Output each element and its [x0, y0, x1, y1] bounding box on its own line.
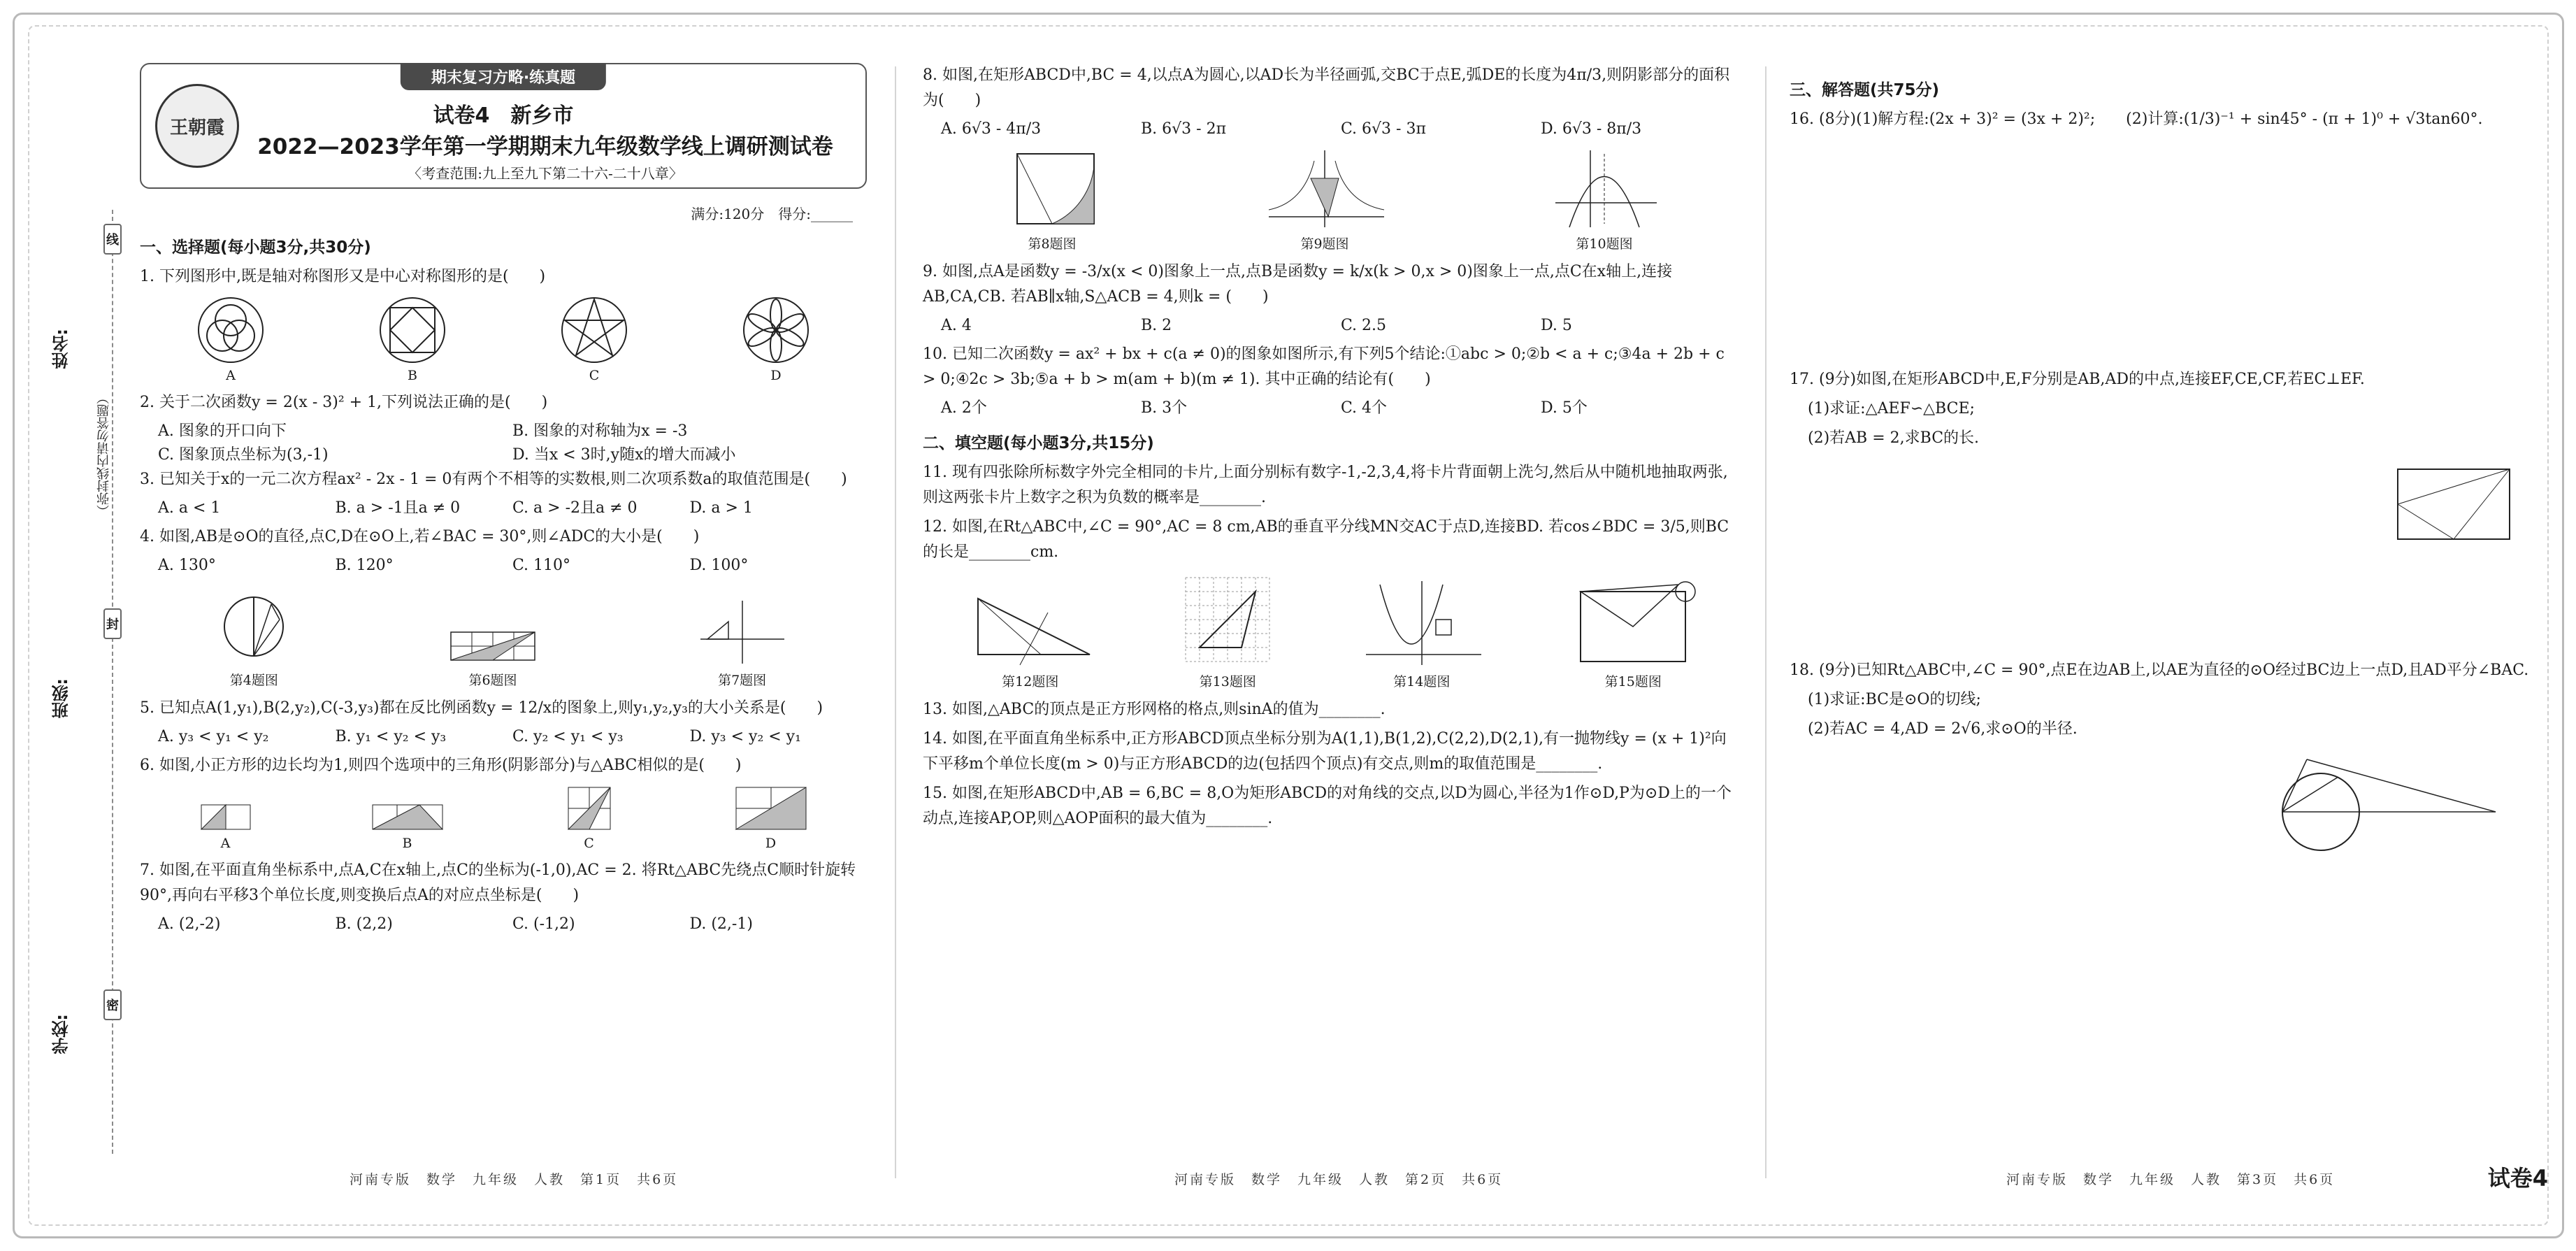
three-circles-icon: [196, 295, 266, 365]
question-7: 7. 如图,在平面直角坐标系中,点A,C在x轴上,点C的坐标为(-1,0),AC = 2. 将Rt△ABC先绕点C顺时针旋转90°,再向右平移3个单位长度,则变换后点A的对应点坐标是( ): [140, 862, 856, 904]
option-label: D: [765, 836, 777, 851]
option-b: B. a > -1且a ≠ 0: [335, 499, 461, 517]
square-in-circle-icon: [377, 295, 447, 365]
option-c: C. 2.5: [1341, 317, 1387, 334]
question-11: 11. 现有四张除所标数字外完全相同的卡片,上面分别标有数字-1,-2,3,4,将卡片背面朝上洗匀,然后从中随机地抽取两张,则这两张卡片上数字之积为负数的概率是________.: [923, 464, 1728, 506]
option-b: B. 120°: [335, 557, 394, 574]
figure-caption: 第9题图: [1300, 236, 1349, 252]
option-b: B. (2,2): [335, 915, 393, 933]
circle-tangent-diagram: [2265, 749, 2503, 854]
fig-q4: [215, 583, 292, 689]
q1-figures: [140, 295, 867, 383]
option-b: B. y₁ < y₂ < y₃: [335, 728, 447, 745]
option-c: C. 110°: [512, 557, 571, 574]
exam-header: [140, 63, 867, 189]
question-17: 17. (9分)如图,在矩形ABCD中,E,F分别是AB,AD的中点,连接EF,CE,CF,若EC⊥EF.: [1790, 371, 2365, 388]
q4-options: [158, 554, 867, 578]
question-5: 5. 已知点A(1,y₁),B(2,y₂),C(-3,y₃)都在反比例函数y = 12/x的图象上,则y₁,y₂,y₃的大小关系是( ): [140, 699, 823, 717]
q3-options: [158, 496, 867, 520]
option-label: A: [226, 368, 236, 383]
q1-option-b: [377, 295, 447, 383]
question-6: 6. 如图,小正方形的边长均为1,则四个选项中的三角形(阴影部分)与△ABC相似的是( ): [140, 757, 742, 774]
question-10: 10. 已知二次函数y = ax² + bx + c(a ≠ 0)的图象如图所示,有下列5个结论:①abc > 0;②b < a + c;③4a + 2b + c > 0;④2c > 3b;⑤a + b > m(am + b)(m ≠ 1). 其中正确的结论有( ): [923, 345, 1725, 388]
figure-caption: 第7题图: [718, 673, 767, 688]
option-b: B. 3个: [1141, 399, 1188, 417]
q8-10-figures: [923, 147, 1741, 252]
option-d: D. y₃ < y₂ < y₁: [689, 728, 801, 745]
option-d: D. (2,-1): [689, 915, 753, 933]
page-footer: 河南专版 数学 九年级 人教 第2页 共6页: [1174, 1172, 1504, 1187]
option-label: B: [402, 836, 412, 851]
option-c: C. 4个: [1341, 399, 1388, 417]
q2-options: [158, 420, 867, 467]
page-footer: 河南专版 数学 九年级 人教 第3页 共6页: [2006, 1172, 2336, 1187]
option-a: A. 4: [941, 317, 972, 334]
seal-line: 线: [103, 224, 122, 255]
figure-caption: 第6题图: [468, 673, 517, 688]
brand-logo: 王朝霞: [155, 84, 239, 168]
question-4: 4. 如图,AB是⊙O的直径,点C,D在⊙O上,若∠BAC = 30°,则∠ADC的大小是( ): [140, 528, 700, 545]
petal-flower-icon: [741, 295, 811, 365]
grid-triangle-diagram: [1179, 571, 1276, 669]
coordinate-triangle-diagram: [693, 597, 791, 667]
option-a: A. 6√3 - 4π/3: [941, 120, 1042, 138]
question-15: 15. 如图,在矩形ABCD中,AB = 6,BC = 8,O为矩形ABCD的对角线的交点,以D为圆心,半径为1作⊙D,P为⊙D上的一个动点,连接AP,OP,则△AOP面积的最大值为________.: [923, 785, 1732, 827]
option-label: A: [220, 836, 231, 851]
q6-options-figures: [140, 784, 867, 851]
page-1: [140, 63, 867, 1154]
rectangle-arc-diagram: [1003, 147, 1101, 231]
option-d: D. 6√3 - 8π/3: [1541, 120, 1642, 138]
option-a: A. y₃ < y₁ < y₂: [158, 728, 269, 745]
answer-space: [1790, 136, 2531, 367]
question-18: 18. (9分)已知Rt△ABC中,∠C = 90°,点E在边AB上,以AE为直径的⊙O经过BC边上一点D,且AD平分∠BAC.: [1790, 662, 2529, 679]
star-in-circle-icon: [559, 295, 629, 365]
question-8: 8. 如图,在矩形ABCD中,BC = 4,以点A为圆心,以AD长为半径画弧,交BC于点E,弧DE的长度为4π/3,则阴影部分的面积为( ): [923, 66, 1730, 109]
option-c: C. a > -2且a ≠ 0: [512, 499, 638, 517]
score-line: 满分:120分 得分:______: [691, 206, 853, 222]
option-c: C. y₂ < y₁ < y₃: [512, 728, 624, 745]
figure-caption: 第12题图: [1002, 674, 1059, 689]
question-17-part-2: (2)若AB = 2,求BC的长.: [1808, 429, 1980, 447]
page-footer: 河南专版 数学 九年级 人教 第1页 共6页: [350, 1172, 679, 1187]
option-a: A. 图象的开口向下: [158, 422, 287, 440]
option-c: C. (-1,2): [512, 915, 575, 933]
fig-q6: [444, 625, 542, 689]
exam-title: 试卷4 新乡市: [433, 103, 574, 128]
fig-q7: [693, 597, 791, 689]
q6-option-c: [561, 784, 617, 851]
question-9: 9. 如图,点A是函数y = -3/x(x < 0)图象上一点,点B是函数y = k/x(k > 0,x > 0)图象上一点,点C在x轴上,连接AB,CA,CB. 若AB∥x轴,S△ACB = 4,则k = ( ): [923, 263, 1673, 306]
question-14: 14. 如图,在平面直角坐标系中,正方形ABCD顶点坐标分别为A(1,1),B(1,2),C(2,2),D(2,1),有一抛物线y = (x + 1)²向下平移m个单位长度(m > 0)与正方形ABCD的边(包括四个顶点)有交点,则m的取值范围是________.: [923, 730, 1727, 773]
q6-option-b: [369, 798, 446, 851]
option-d: D. 100°: [689, 557, 749, 574]
fig-q13: [1179, 571, 1276, 690]
option-a: A. 130°: [158, 557, 216, 574]
q1-option-c: [559, 295, 629, 383]
option-d: D. 5个: [1541, 399, 1588, 417]
fig-q15: [1567, 578, 1699, 690]
question-18-part-2: (2)若AC = 4,AD = 2√6,求⊙O的半径.: [1808, 720, 2078, 738]
column-divider: [895, 66, 896, 1178]
fig-q18-wrap: [1790, 749, 2503, 854]
fig-q12: [964, 592, 1097, 690]
q1-option-d: [741, 295, 811, 383]
parabola-square-diagram: [1359, 578, 1485, 669]
question-18-part-1: (1)求证:BC是⊙O的切线;: [1808, 691, 1981, 708]
option-a: A. a < 1: [158, 499, 221, 517]
fig-q14: [1359, 578, 1485, 690]
grid-shaded-d: [733, 784, 810, 833]
grid-shaded-b: [369, 798, 446, 833]
hyperbola-triangle-diagram: [1262, 147, 1388, 231]
question-16: 16. (8分)(1)解方程:(2x + 3)² = (3x + 2)²; (2)计算:(1/3)⁻¹ + sin45° - (π + 1)⁰ + √3tan60°.: [1790, 110, 2483, 128]
q7-options: [158, 913, 867, 936]
option-b: B. 6√3 - 2π: [1141, 120, 1227, 138]
fig-q17-wrap: [1790, 455, 2517, 553]
paper-label: 试卷4: [2487, 1165, 2548, 1192]
page-3: [1790, 63, 2531, 1154]
option-b: B. 图象的对称轴为x = -3: [512, 422, 688, 440]
option-label: D: [770, 368, 782, 383]
q9-options: [941, 314, 1741, 338]
exam-subtitle: 2022—2023学年第一学期期末九年级数学线上调研测试卷: [257, 134, 833, 159]
question-17-part-1: (1)求证:△AEF∽△BCE;: [1808, 400, 1975, 417]
q8-options: [941, 117, 1741, 141]
option-label: C: [589, 368, 600, 383]
section-heading: 一、选择题(每小题3分,共30分): [140, 238, 371, 257]
fig-q9: [1262, 147, 1388, 252]
figure-caption: 第4题图: [229, 673, 278, 688]
column-divider: [1765, 66, 1766, 1178]
section-heading: 二、填空题(每小题3分,共15分): [923, 434, 1154, 452]
option-c: C. 图象顶点坐标为(3,-1): [158, 446, 329, 464]
header-tag: 期末复习方略·练真题: [401, 63, 606, 90]
section-heading: 三、解答题(共75分): [1790, 81, 1940, 99]
grid-shaded-a: [198, 798, 254, 833]
rectangle-circle-diagram: [1567, 578, 1699, 669]
fig-q8: [1003, 147, 1101, 252]
figure-caption: 第10题图: [1576, 236, 1633, 252]
seal-secret: 密: [103, 989, 122, 1020]
option-b: B. 2: [1141, 317, 1172, 334]
figure-caption: 第14题图: [1393, 674, 1451, 689]
q4-6-7-figures: [140, 583, 867, 689]
rectangle-midpoints-diagram: [2384, 455, 2517, 553]
name-label: 姓名:: [52, 329, 71, 369]
class-label: 班级:: [52, 678, 71, 719]
fig-q10: [1548, 147, 1660, 252]
grid-shaded-c: [561, 784, 617, 833]
option-label: B: [408, 368, 417, 383]
circle-diameter-diagram: [215, 583, 292, 667]
option-d: D. a > 1: [689, 499, 753, 517]
q6-option-d: [733, 784, 810, 851]
right-triangle-bisector-diagram: [964, 592, 1097, 669]
parabola-diagram: [1548, 147, 1660, 231]
question-2: 2. 关于二次函数y = 2(x - 3)² + 1,下列说法正确的是( ): [140, 394, 548, 411]
figure-caption: 第13题图: [1199, 674, 1256, 689]
option-d: D. 5: [1541, 317, 1572, 334]
question-1: 1. 下列图形中,既是轴对称图形又是中心对称图形的是( ): [140, 268, 546, 285]
grid-triangle-diagram: [444, 625, 542, 667]
binding-note: （弥封线内请勿答题）: [96, 392, 111, 517]
school-label: 学校:: [52, 1014, 71, 1055]
option-label: C: [584, 836, 594, 851]
answer-space: [1790, 553, 2531, 658]
question-3: 3. 已知关于x的一元二次方程ax² - 2x - 1 = 0有两个不相等的实数根,则二次项系数a的取值范围是( ): [140, 471, 847, 488]
question-12: 12. 如图,在Rt△ABC中,∠C = 90°,AC = 8 cm,AB的垂直平分线MN交AC于点D,连接BD. 若cos∠BDC = 3/5,则BC的长是________cm.: [923, 518, 1729, 561]
figure-caption: 第15题图: [1604, 674, 1662, 689]
option-a: A. (2,-2): [158, 915, 221, 933]
q6-option-a: [198, 798, 254, 851]
option-a: A. 2个: [941, 399, 987, 417]
q10-options: [941, 396, 1741, 420]
question-13: 13. 如图,△ABC的顶点是正方形网格的格点,则sinA的值为________.: [923, 701, 1386, 718]
exam-scope: 〈考查范围:九上至九下第二十六-二十八章〉: [408, 165, 683, 182]
seal-seal: 封: [103, 608, 122, 639]
q5-options: [158, 725, 867, 749]
option-d: D. 当x < 3时,y随x的增大而减小: [512, 446, 736, 464]
option-c: C. 6√3 - 3π: [1341, 120, 1426, 138]
figure-caption: 第8题图: [1028, 236, 1077, 252]
page-2: [923, 63, 1741, 1154]
q12-15-figures: [923, 571, 1741, 690]
q1-option-a: [196, 295, 266, 383]
